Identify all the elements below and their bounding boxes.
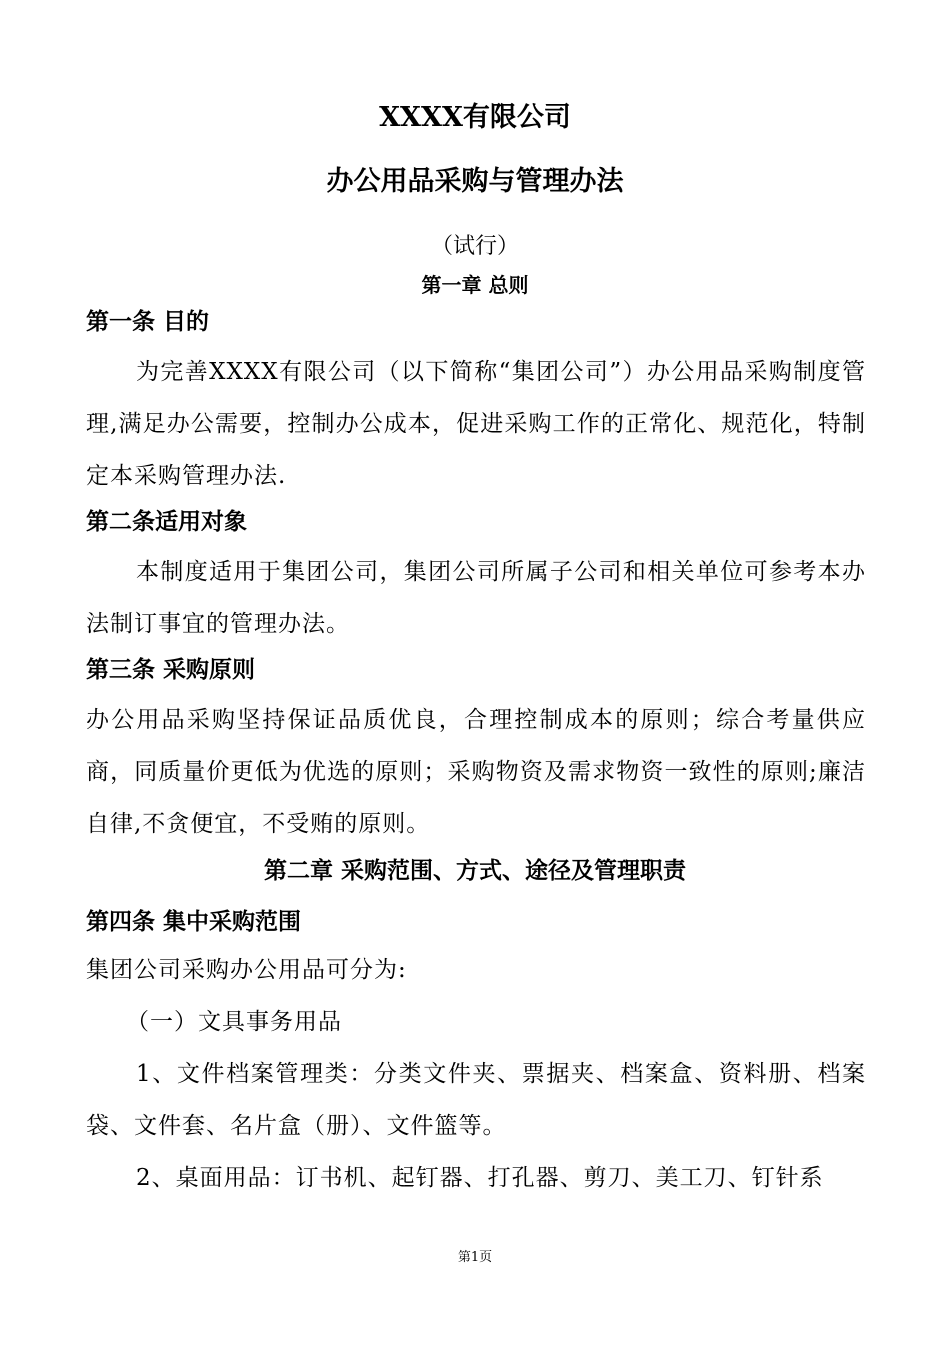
article-1-heading: 第一条 目的 xyxy=(86,308,210,335)
article-2-paragraph: 本制度适用于集团公司，集团公司所属子公司和相关单位可参考本办法制订事宜的管理办法。 xyxy=(86,559,866,637)
article-1-paragraph: 为完善XXXX有限公司（以下简称“集团公司”）办公用品采购制度管理,满足办公需要，控制办公成本，促进采购工作的正常化、规范化，特制定本采购管理办法. xyxy=(86,359,866,489)
company-title: XXXX有限公司 xyxy=(379,102,571,133)
article-4-intro: 集团公司采购办公用品可分为: xyxy=(86,957,407,983)
article-4-heading: 第四条 集中采购范围 xyxy=(86,908,302,935)
article-2-heading: 第二条适用对象 xyxy=(86,508,247,535)
article-3-paragraph: 办公用品采购坚持保证品质优良，合理控制成本的原则；综合考量供应商，同质量价更低为优选的原则；采购物资及需求物资一致性的原则;廉洁自律,不贪便宜，不受贿的原则。 xyxy=(86,707,866,837)
trial-label: （试行） xyxy=(430,234,519,259)
page-number: 第1页 xyxy=(457,1250,493,1265)
chapter-2-heading: 第二章 采购范围、方式、途径及管理职责 xyxy=(263,857,686,884)
document-title: 办公用品采购与管理办法 xyxy=(326,166,624,197)
article-4-item-1: 1、文件档案管理类：分类文件夹、票据夹、档案盒、资料册、档案袋、文件套、名片盒（册）、文件篮等。 xyxy=(86,1061,866,1139)
chapter-1-heading: 第一章 总则 xyxy=(421,273,529,297)
article-4-category: （一）文具事务用品 xyxy=(126,1009,342,1035)
article-4-item-2: 2、桌面用品：订书机、起钉器、打孔器、剪刀、美工刀、钉针系 xyxy=(136,1165,824,1191)
article-3-heading: 第三条 采购原则 xyxy=(86,656,256,683)
